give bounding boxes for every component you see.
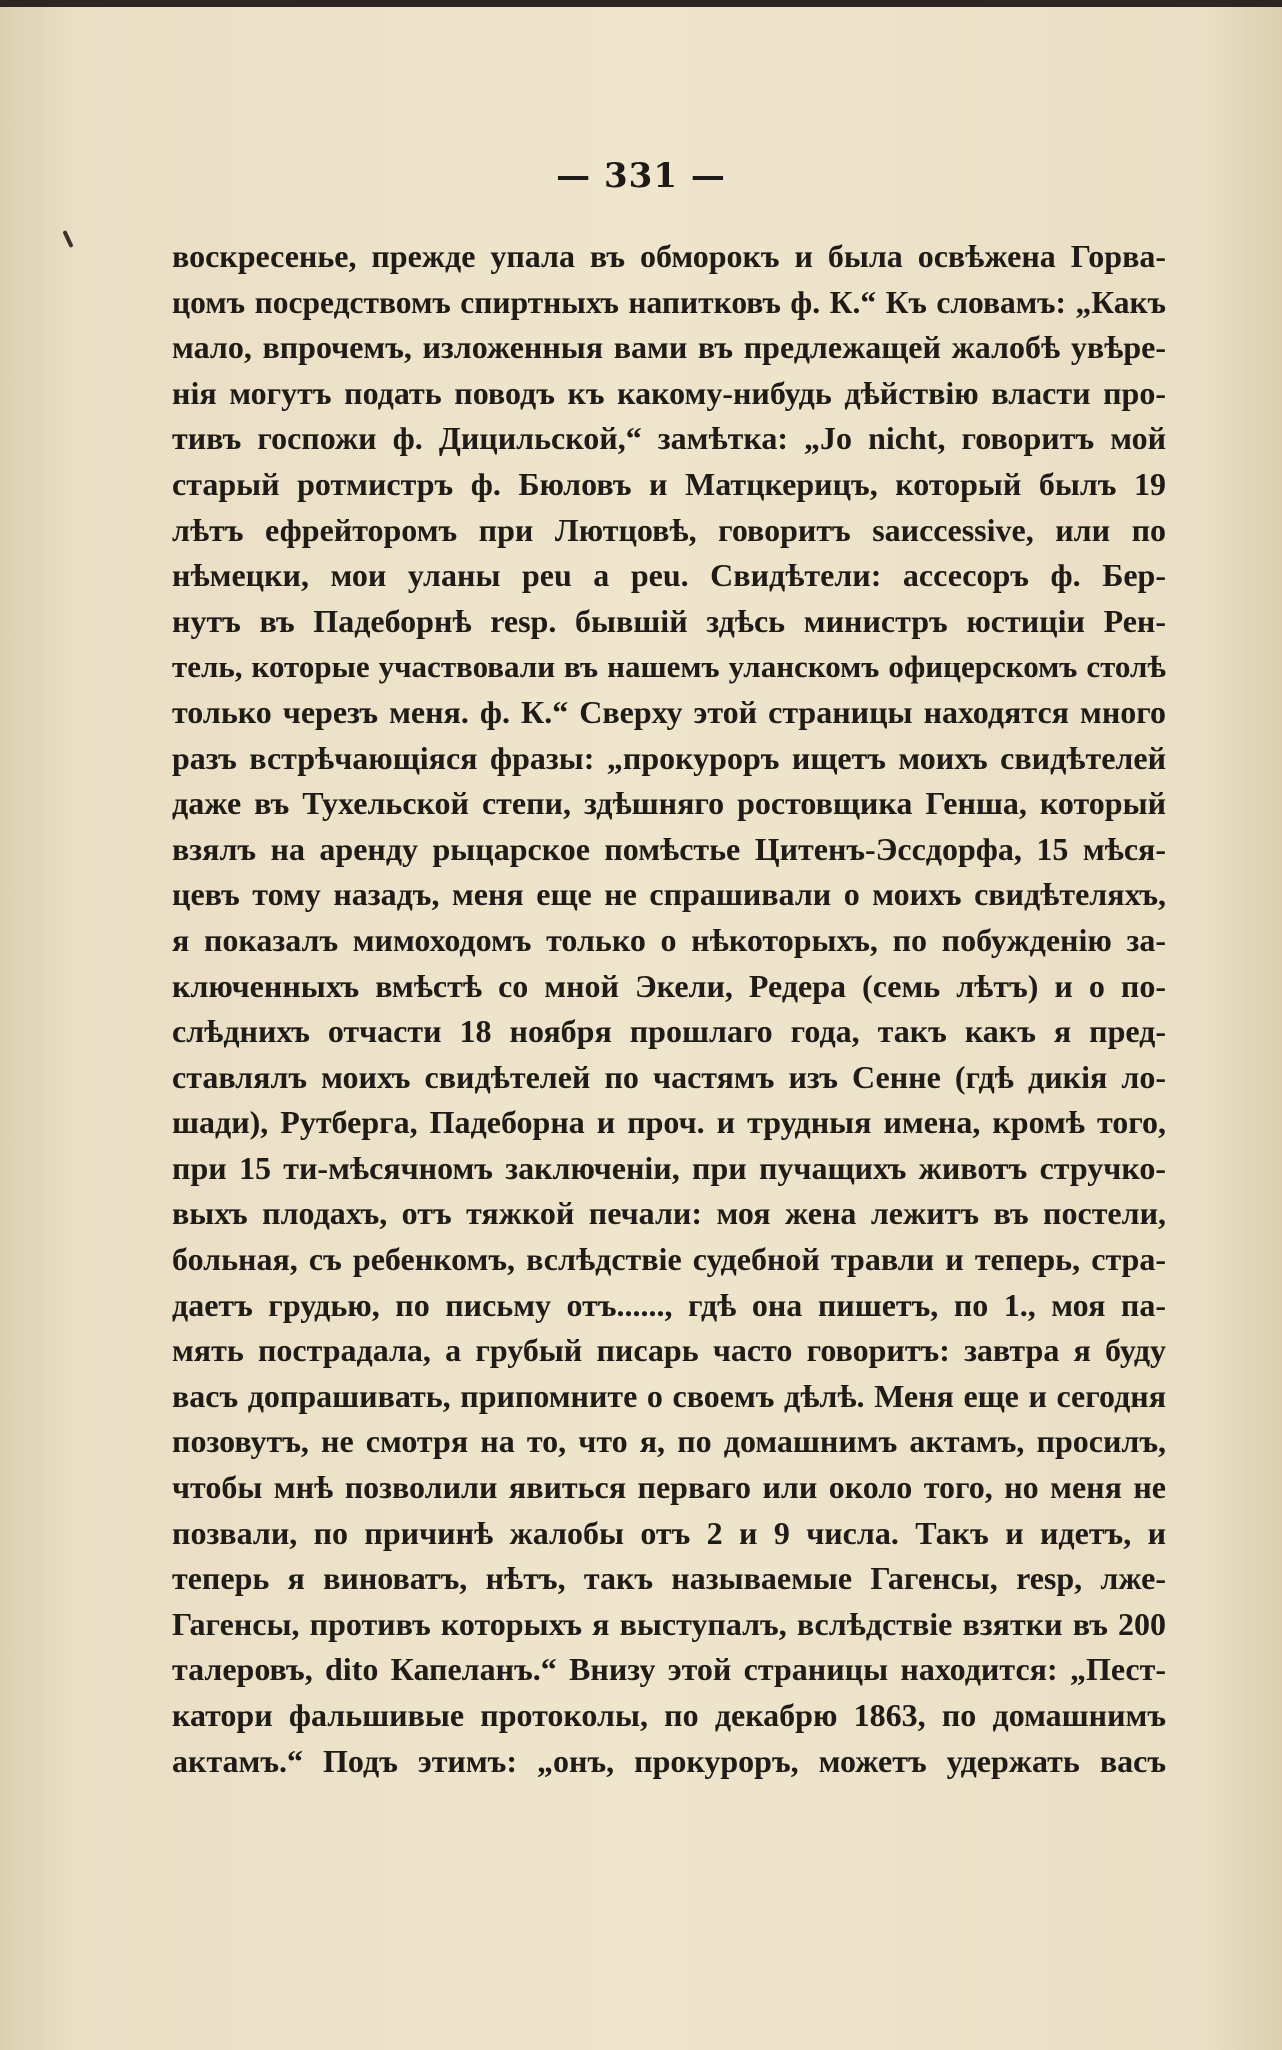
text-line: нутъ въ Падеборнѣ resp. бывшій здѣсь министръ юстиціи Рен- — [172, 602, 1166, 639]
text-line: тивъ госпожи ф. Дицильской,“ замѣтка: „Jo nicht, говоритъ мой — [172, 420, 1166, 457]
text-line: нія могутъ подать поводъ къ какому-нибудь дѣйствію власти про- — [172, 374, 1166, 411]
text-line: только черезъ меня. ф. К.“ Сверху этой страницы находятся много — [172, 693, 1166, 730]
text-line: разъ встрѣчающіяся фразы: „прокуроръ ищетъ моихъ свидѣтелей — [172, 739, 1166, 776]
text-line: актамъ.“ Подъ этимъ: „онъ, прокуроръ, можетъ удержать васъ — [172, 1742, 1166, 1779]
text-line: я показалъ мимоходомъ только о нѣкоторыхъ, по побужденію за- — [172, 921, 1166, 958]
text-line: при 15 ти-мѣсячномъ заключеніи, при пучащихъ животъ стручко- — [172, 1149, 1166, 1186]
text-line: даетъ грудью, по письму отъ......, гдѣ она пишетъ, по 1., моя па- — [172, 1286, 1166, 1323]
text-line: ставлялъ моихъ свидѣтелей по частямъ изъ Сенне (гдѣ дикія ло- — [172, 1058, 1166, 1095]
text-line: нѣмецки, мои уланы peu а peu. Свидѣтели: ассесоръ ф. Бер- — [172, 557, 1166, 594]
text-line: тель, которые участвовали въ нашемъ уланскомъ офицерскомъ столѣ — [172, 649, 1166, 685]
text-line: даже въ Тухельской степи, здѣшняго ростовщика Генша, который — [172, 785, 1166, 822]
page-number: — 331 — — [556, 156, 726, 196]
text-line: позвали, по причинѣ жалобы отъ 2 и 9 числа. Такъ и идетъ, и — [172, 1514, 1166, 1551]
text-line: катори фальшивые протоколы, по декабрю 1863, по домашнимъ — [172, 1697, 1166, 1733]
text-line: больная, съ ребенкомъ, вслѣдствіе судебной травли и теперь, стра- — [172, 1241, 1166, 1278]
body-text — [172, 234, 1166, 1784]
text-line: выхъ плодахъ, отъ тяжкой печали: моя жена лежитъ въ постели, — [172, 1195, 1166, 1232]
text-line: лѣтъ ефрейторомъ при Лютцовѣ, говоритъ saиccessive, или по — [172, 511, 1166, 548]
text-line: васъ допрашивать, припомните о своемъ дѣлѣ. Меня еще и сегодня — [172, 1377, 1166, 1414]
text-line: цомъ посредствомъ спиртныхъ напитковъ ф. К.“ Къ словамъ: „Какъ — [172, 284, 1166, 320]
text-line: цевъ тому назадъ, меня еще не спрашивали о моихъ свидѣтеляхъ, — [172, 876, 1166, 913]
text-line: чтобы мнѣ позволили явиться перваго или около того, но меня не — [172, 1469, 1166, 1506]
text-line: слѣднихъ отчасти 18 ноября прошлаго года, такъ какъ я пред- — [172, 1013, 1166, 1050]
text-line: теперь я виноватъ, нѣтъ, такъ называемые Гагенсы, resp, лже- — [172, 1560, 1166, 1597]
text-line: ключенныхъ вмѣстѣ со мной Экели, Редера (семь лѣтъ) и о по- — [172, 967, 1166, 1004]
margin-mark — [62, 230, 73, 248]
text-line: мять пострадала, а грубый писарь часто говоритъ: завтра я буду — [172, 1332, 1166, 1369]
text-line: старый ротмистръ ф. Бюловъ и Матцкерицъ, который былъ 19 — [172, 465, 1166, 502]
text-line: Гагенсы, противъ которыхъ я выступалъ, вслѣдствіе взятки въ 200 — [172, 1605, 1166, 1642]
scan-top-edge — [0, 0, 1282, 7]
text-line: мало, впрочемъ, изложенныя вами въ предлежащей жалобѣ увѣре- — [172, 329, 1166, 366]
text-line: взялъ на аренду рыцарское помѣстье Цитенъ-Эсcдорфа, 15 мѣся- — [172, 830, 1166, 867]
text-line: позовутъ, не смотря на то, что я, по домашнимъ актамъ, просилъ, — [172, 1423, 1166, 1460]
text-line: талеровъ, dito Капеланъ.“ Внизу этой страницы находится: „Пест- — [172, 1651, 1166, 1688]
text-line: шади), Рутберга, Падеборна и проч. и трудныя имена, кромѣ того, — [172, 1104, 1166, 1141]
text-line: воскресенье, прежде упала въ обморокъ и была освѣжена Горва- — [172, 238, 1166, 274]
